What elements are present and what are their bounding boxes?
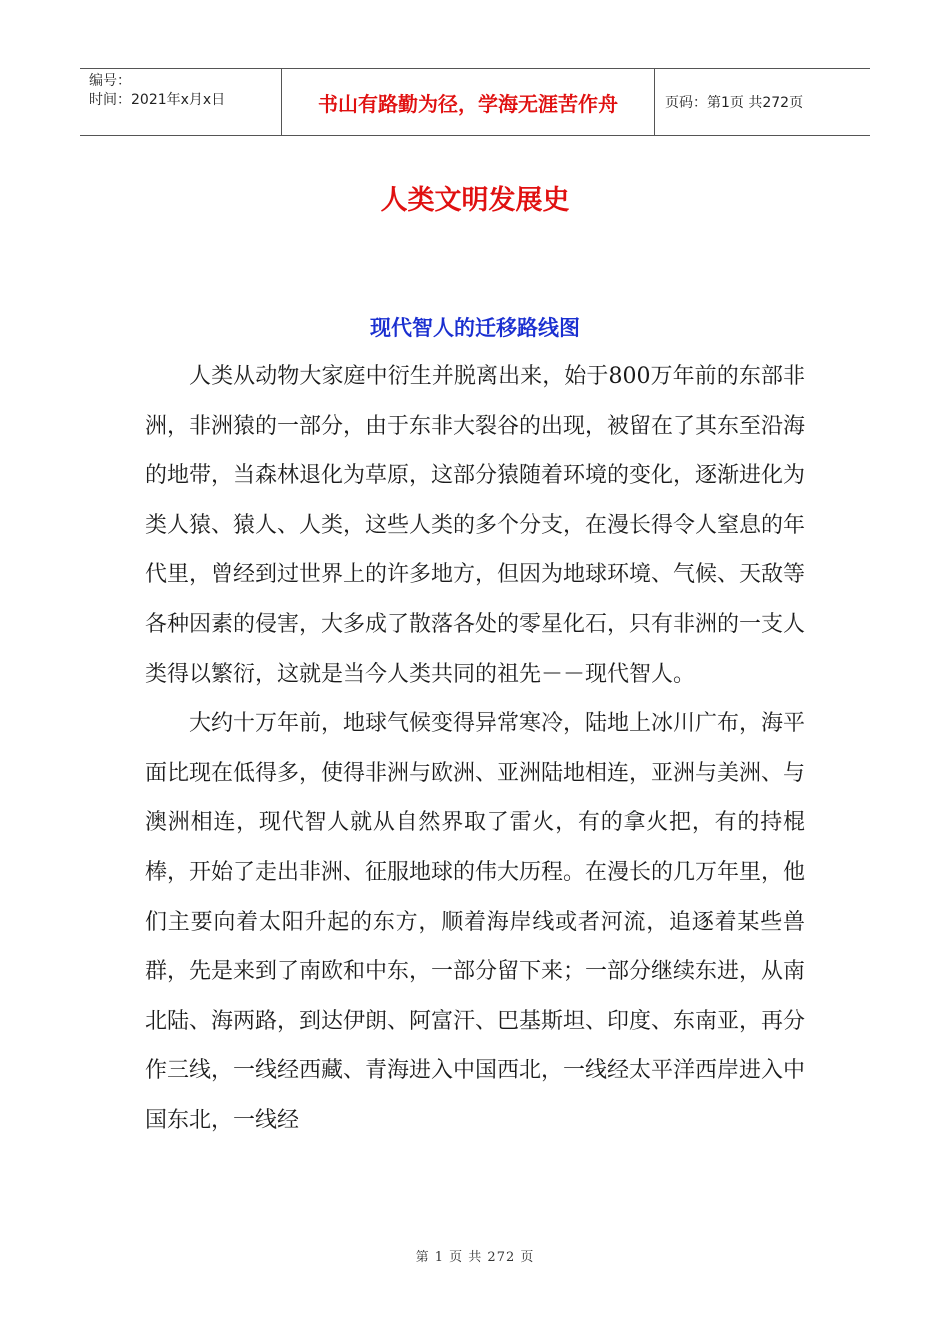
header-motto: 书山有路勤为径，学海无涯苦作舟 xyxy=(282,69,655,135)
header-page-info: 页码：第1页 共272页 xyxy=(665,95,804,111)
paragraph-1: 人类从动物大家庭中衍生并脱离出来，始于800万年前的东部非洲，非洲猿的一部分，由于东非大裂谷的出现，被留在了其东至沿海的地带，当森林退化为草原，这部分猿随着环境的变化，逐渐进化为类人猿、猿人、人类，这些人类的多个分支，在漫长得令人窒息的年代里，曾经到过世界上的许多地方，但因为地球环境、气候、天敌等各种因素的侵害，大多成了散落各处的零星化石，只有非洲的一支人类得以繁衍，这就是当今人类共同的祖先－－现代智人。 xyxy=(145,364,806,687)
header-meta xyxy=(80,69,282,135)
date-label: 时间：2021年x月x日 xyxy=(89,92,226,108)
paragraph-2: 大约十万年前，地球气候变得异常寒冷，陆地上冰川广布，海平面比现在低得多，使得非洲与欧洲、亚洲陆地相连，亚洲与美洲、与澳洲相连，现代智人就从自然界取了雷火，有的拿火把，有的持棍棒，开始了走出非洲、征服地球的伟大历程。在漫长的几万年里，他们主要向着太阳升起的东方，顺着海岸线或者河流，追逐着某些兽群，先是来到了南欧和中东，一部分留下来；一部分继续东进，从南北陆、海两路，到达伊朗、阿富汗、巴基斯坦、印度、东南亚，再分作三线，一线经西藏、青海进入中国西北，一线经太平洋西岸进入中国东北，一线经 xyxy=(145,711,806,1133)
document-title: 人类文明发展史 xyxy=(380,185,570,216)
body-text xyxy=(145,352,805,1146)
section-subtitle: 现代智人的迁移路线图 xyxy=(370,315,580,340)
document-header xyxy=(80,68,870,136)
serial-number-label: 编号： xyxy=(89,73,131,89)
page-footer: 第 1 页 共 272 页 xyxy=(415,1250,535,1265)
